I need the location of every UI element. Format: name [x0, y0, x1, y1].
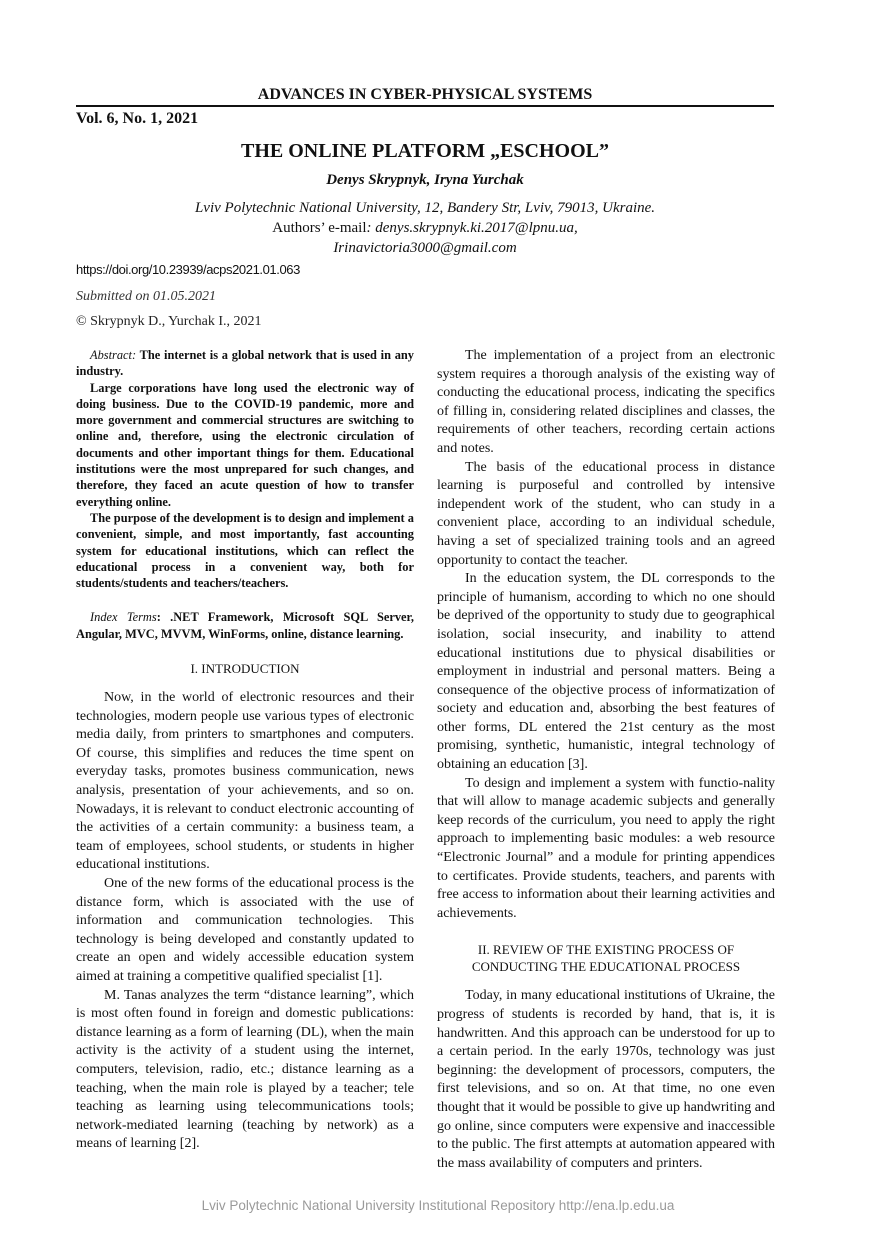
introduction — [76, 660, 414, 1154]
section-heading: II. REVIEW OF THE EXISTING PROCESS OF CONDUCTING THE EDUCATIONAL PROCESS — [471, 942, 741, 975]
body-paragraph: The basis of the educational process in distance learning is purposeful and controlled by intensive independent work of the student, who can study in a convenient place, according to an individual schedule, having a set of specialized training tools and an agreed opportunity to contact the teacher. — [437, 459, 775, 568]
volume-info: Vol. 6, No. 1, 2021 — [76, 110, 199, 127]
header-rule — [76, 105, 774, 107]
body-paragraph: In the education system, the DL corresponds to the principle of humanism, according to which no one should be deprived of the opportunity to study due to geographical isolation, social insecurity, and inability to attend educational institutions due to physical disabilities or employment in industrial and personal matters. Being a consequence of the objective process of informatization of society and education and, absorbing the best features of other forms, DL entered the 21st century as the most promising, synthetic, humanistic, integral technology of obtaining an education [3]. — [437, 571, 775, 773]
index-terms: Index Terms: .NET Framework, Microsoft SQL Server, Angular, MVC, MVVM, WinForms, online, distance learning. — [76, 610, 414, 641]
journal-name: ADVANCES IN CYBER-PHYSICAL SYSTEMS — [257, 86, 593, 103]
paper-title: THE ONLINE PLATFORM „ESCHOOL” — [240, 140, 609, 162]
index-terms-label: Index Terms — [90, 610, 157, 625]
body-paragraph: One of the new forms of the educational process is the distance form, which is associated with the use of information and communication technologies. This technology is being developed and constantly updated to create an open and widely accessible education system aimed at training a competitive qualified specialist [1]. — [76, 875, 414, 984]
copyright: © Skrypnyk D., Yurchak I., 2021 — [76, 314, 262, 329]
body-paragraph: Now, in the world of electronic resources and their technologies, modern people use various types of electronic media daily, from printers to smartphones and computers. Of course, this simplifies and reduces the time spent on everyday tasks, promotes business communication, news analysis, presentation of your achievements, and so on. Nowadays, it is relevant to conduct electronic accounting of the activities of a certain community: a business team, a team of employees, school students, or students in higher educational institutions. — [76, 690, 414, 873]
email-1[interactable]: : denys.skrypnyk.ki.2017@lpnu.ua, — [366, 220, 578, 236]
abstract-paragraph: The purpose of the development is to design and implement a convenient, simple, and most importantly, fast accounting system for educational institutions, which can reflect the educational process in a convenient way, both for students/students and teachers/teachers. — [76, 510, 414, 591]
affiliation: Lviv Polytechnic National University, 12, Bandery Str, Lviv, 79013, Ukraine. — [194, 200, 656, 216]
abstract-paragraph: Large corporations have long used the electronic way of doing business. Due to the COVID-19 pandemic, more and more government and commercial structures are switching to online and, therefore, using the electronic circulation of documents and other important things for them. Educational institutions were the most unprepared for such changes, and therefore, they faced an acute question of how to transfer everything online. — [76, 380, 414, 509]
repository-footer: Lviv Polytechnic National University Institutional Repository http://ena.lp.edu.ua — [201, 1198, 675, 1213]
doi-link[interactable]: https://doi.org/10.23939/acps2021.01.063 — [76, 262, 300, 277]
body-paragraph: The implementation of a project from an electronic system requires a thorough analysis of the existing way of conducting the educational process, indicating the specifics of filling in, considering related disciplines and classes, the requirements of other teachers, recording certain actions and notes. — [437, 348, 775, 456]
submitted-date: Submitted on 01.05.2021 — [76, 289, 216, 304]
affiliation-block — [76, 198, 774, 258]
body-paragraph: Today, in many educational institutions of Ukraine, the progress of students is recorded by hand, that is, it is handwritten. And this approach can be understood for up to a certain period. In the early 1970s, technology was just beginning: the development of processors, computers, the first televisions, and so on. At that time, no one even thought that it would be possible to give up handwriting and go online, since computers were expensive and inaccessible to the public. The first attempts at automation appeared with the mass availability of computers and printers. — [437, 988, 775, 1171]
abstract-paragraph: Abstract: The internet is a global network that is used in any industry. — [76, 348, 414, 379]
body-paragraph: M. Tanas analyzes the term “distance learning”, which is most often found in foreign and domestic publications: distance learning as a form of learning (DL), when the main activity is the activity of a student using the internet, computers, television, radio, etc.; distance learning as a teaching, when the main role is played by a teacher; tele teaching as learning using telecommunications tools; network-mediated learning (teaching by network) as a means of learning [2]. — [76, 987, 414, 1152]
paper-authors: Denys Skrypnyk, Iryna Yurchak — [326, 172, 524, 188]
abstract — [76, 347, 414, 642]
section-heading: I. INTRODUCTION — [190, 661, 300, 677]
body-paragraph: To design and implement a system with functio-nality that will allow to manage academic subjects and generally keep records of the curriculum, you need to apply the right approach to implementing basic modules: a web resource “Electronic Journal” and a module for printing appendices to certificates. Provide students, teachers, and parents with free access to information about their learning activities and achievements. — [437, 775, 775, 921]
right-column — [437, 347, 775, 1173]
abstract-label: Abstract: — [90, 348, 137, 362]
email-label: Authors’ e-mail — [272, 220, 367, 236]
left-column — [76, 347, 414, 1154]
email-2[interactable]: Irinavictoria3000@gmail.com — [333, 240, 517, 256]
